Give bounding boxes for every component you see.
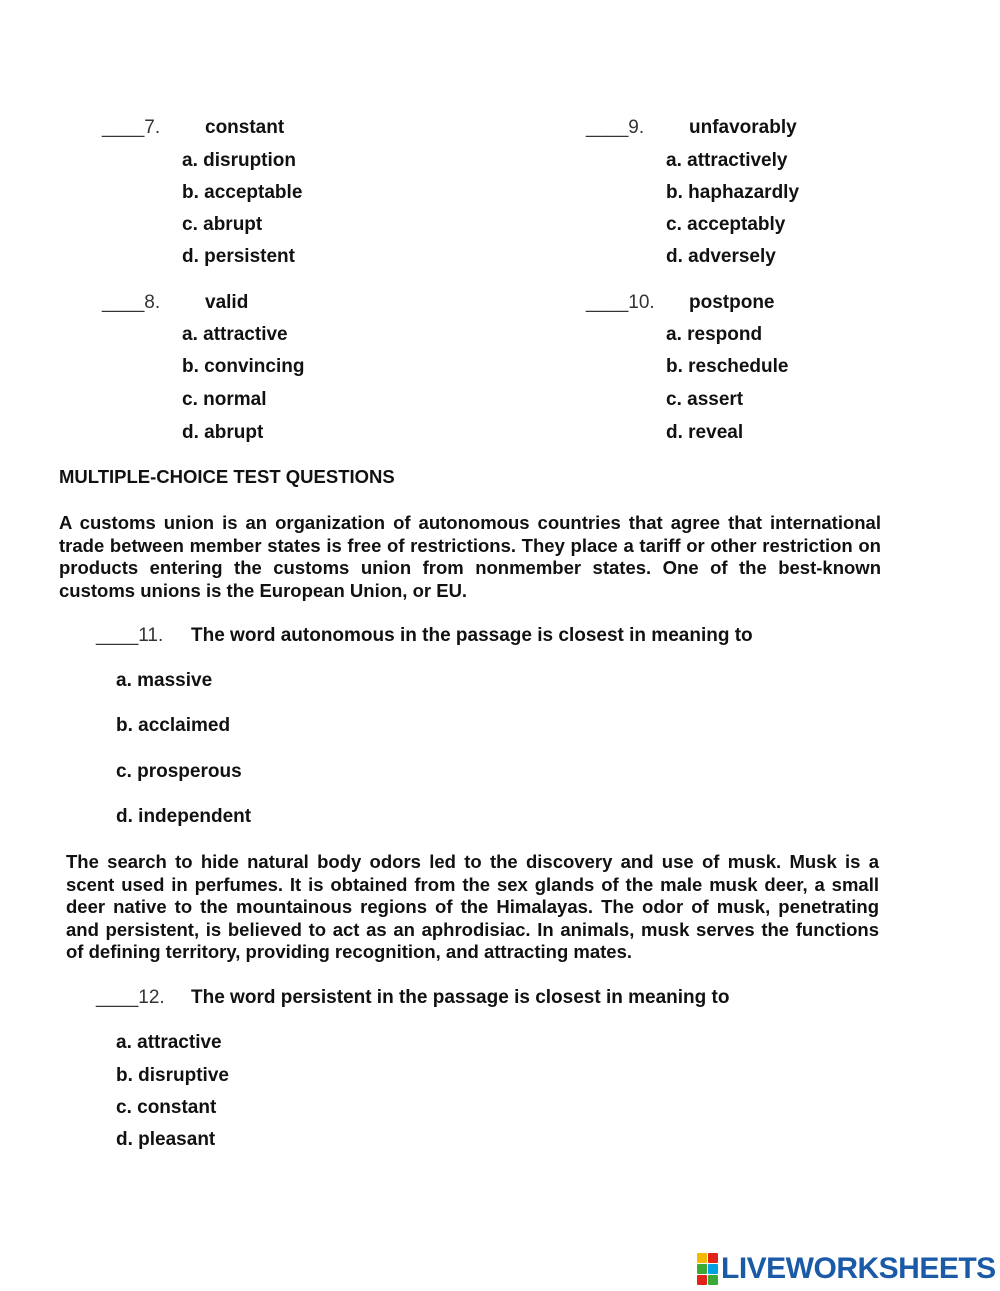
section-heading: MULTIPLE-CHOICE TEST QUESTIONS (59, 466, 395, 487)
brand-name: LIVEWORKSHEETS (721, 1252, 996, 1285)
question-10-header (586, 292, 775, 314)
q7-option-b[interactable]: b. acceptable (182, 182, 303, 203)
question-11-header (96, 625, 753, 647)
answer-blank-12[interactable]: ____12. (96, 987, 165, 1008)
question-7-header (102, 117, 285, 139)
question-9-header (586, 117, 797, 139)
q11-option-b[interactable]: b. acclaimed (116, 715, 231, 736)
q9-option-a[interactable]: a. attractively (666, 150, 788, 171)
q11-option-c[interactable]: c. prosperous (116, 761, 242, 782)
q7-option-a[interactable]: a. disruption (182, 150, 296, 171)
q12-option-d[interactable]: d. pleasant (116, 1129, 216, 1150)
q10-option-c[interactable]: c. assert (666, 389, 744, 410)
answer-blank-8[interactable]: ____8. (102, 292, 161, 313)
q7-option-d[interactable]: d. persistent (182, 246, 295, 267)
question-8-header (102, 292, 249, 314)
q10-option-d[interactable]: d. reveal (666, 422, 744, 443)
question-7-word: constant (205, 117, 285, 138)
q8-option-c[interactable]: c. normal (182, 389, 267, 410)
question-11-stem: The word autonomous in the passage is closest in meaning to (191, 625, 753, 646)
q10-option-b[interactable]: b. reschedule (666, 356, 789, 377)
q9-option-c[interactable]: c. acceptably (666, 214, 786, 235)
q12-option-b[interactable]: b. disruptive (116, 1065, 229, 1086)
question-9-word: unfavorably (689, 117, 797, 138)
question-10-word: postpone (689, 292, 775, 313)
q10-option-a[interactable]: a. respond (666, 324, 763, 345)
answer-blank-11[interactable]: ____11. (96, 625, 164, 646)
q8-option-a[interactable]: a. attractive (182, 324, 288, 345)
answer-blank-9[interactable]: ____9. (586, 117, 645, 138)
question-8-word: valid (205, 292, 249, 313)
liveworksheets-logo[interactable] (697, 1252, 996, 1286)
q12-option-c[interactable]: c. constant (116, 1097, 217, 1118)
q7-option-c[interactable]: c. abrupt (182, 214, 263, 235)
q12-option-a[interactable]: a. attractive (116, 1032, 222, 1053)
question-12-stem: The word persistent in the passage is closest in meaning to (191, 987, 730, 1008)
answer-blank-10[interactable]: ____10. (586, 292, 655, 313)
passage-musk: The search to hide natural body odors led to the discovery and use of musk. Musk is a scent used in perfumes. It is obtained from the sex glands of the male musk deer, a small deer native to the mountainous regions of the Himalayas. The odor of musk, penetrating and persistent, is believed to act as an aphrodisiac. In animals, musk serves the functions of defining territory, providing recognition, and attracting mates. (66, 851, 879, 962)
answer-blank-7[interactable]: ____7. (102, 117, 161, 138)
q11-option-d[interactable]: d. independent (116, 806, 252, 827)
passage-customs-union: A customs union is an organization of autonomous countries that agree that international trade between member states is free of restrictions. They place a tariff or other restriction on products entering the customs union from nonmember states. One of the best-known customs unions is the European Union, or EU. (59, 512, 881, 601)
question-12-header (96, 987, 730, 1009)
q9-option-b[interactable]: b. haphazardly (666, 182, 800, 203)
q8-option-d[interactable]: d. abrupt (182, 422, 264, 443)
q9-option-d[interactable]: d. adversely (666, 246, 776, 267)
q11-option-a[interactable]: a. massive (116, 670, 213, 691)
liveworksheets-logo-icon (697, 1253, 718, 1285)
q8-option-b[interactable]: b. convincing (182, 356, 305, 377)
